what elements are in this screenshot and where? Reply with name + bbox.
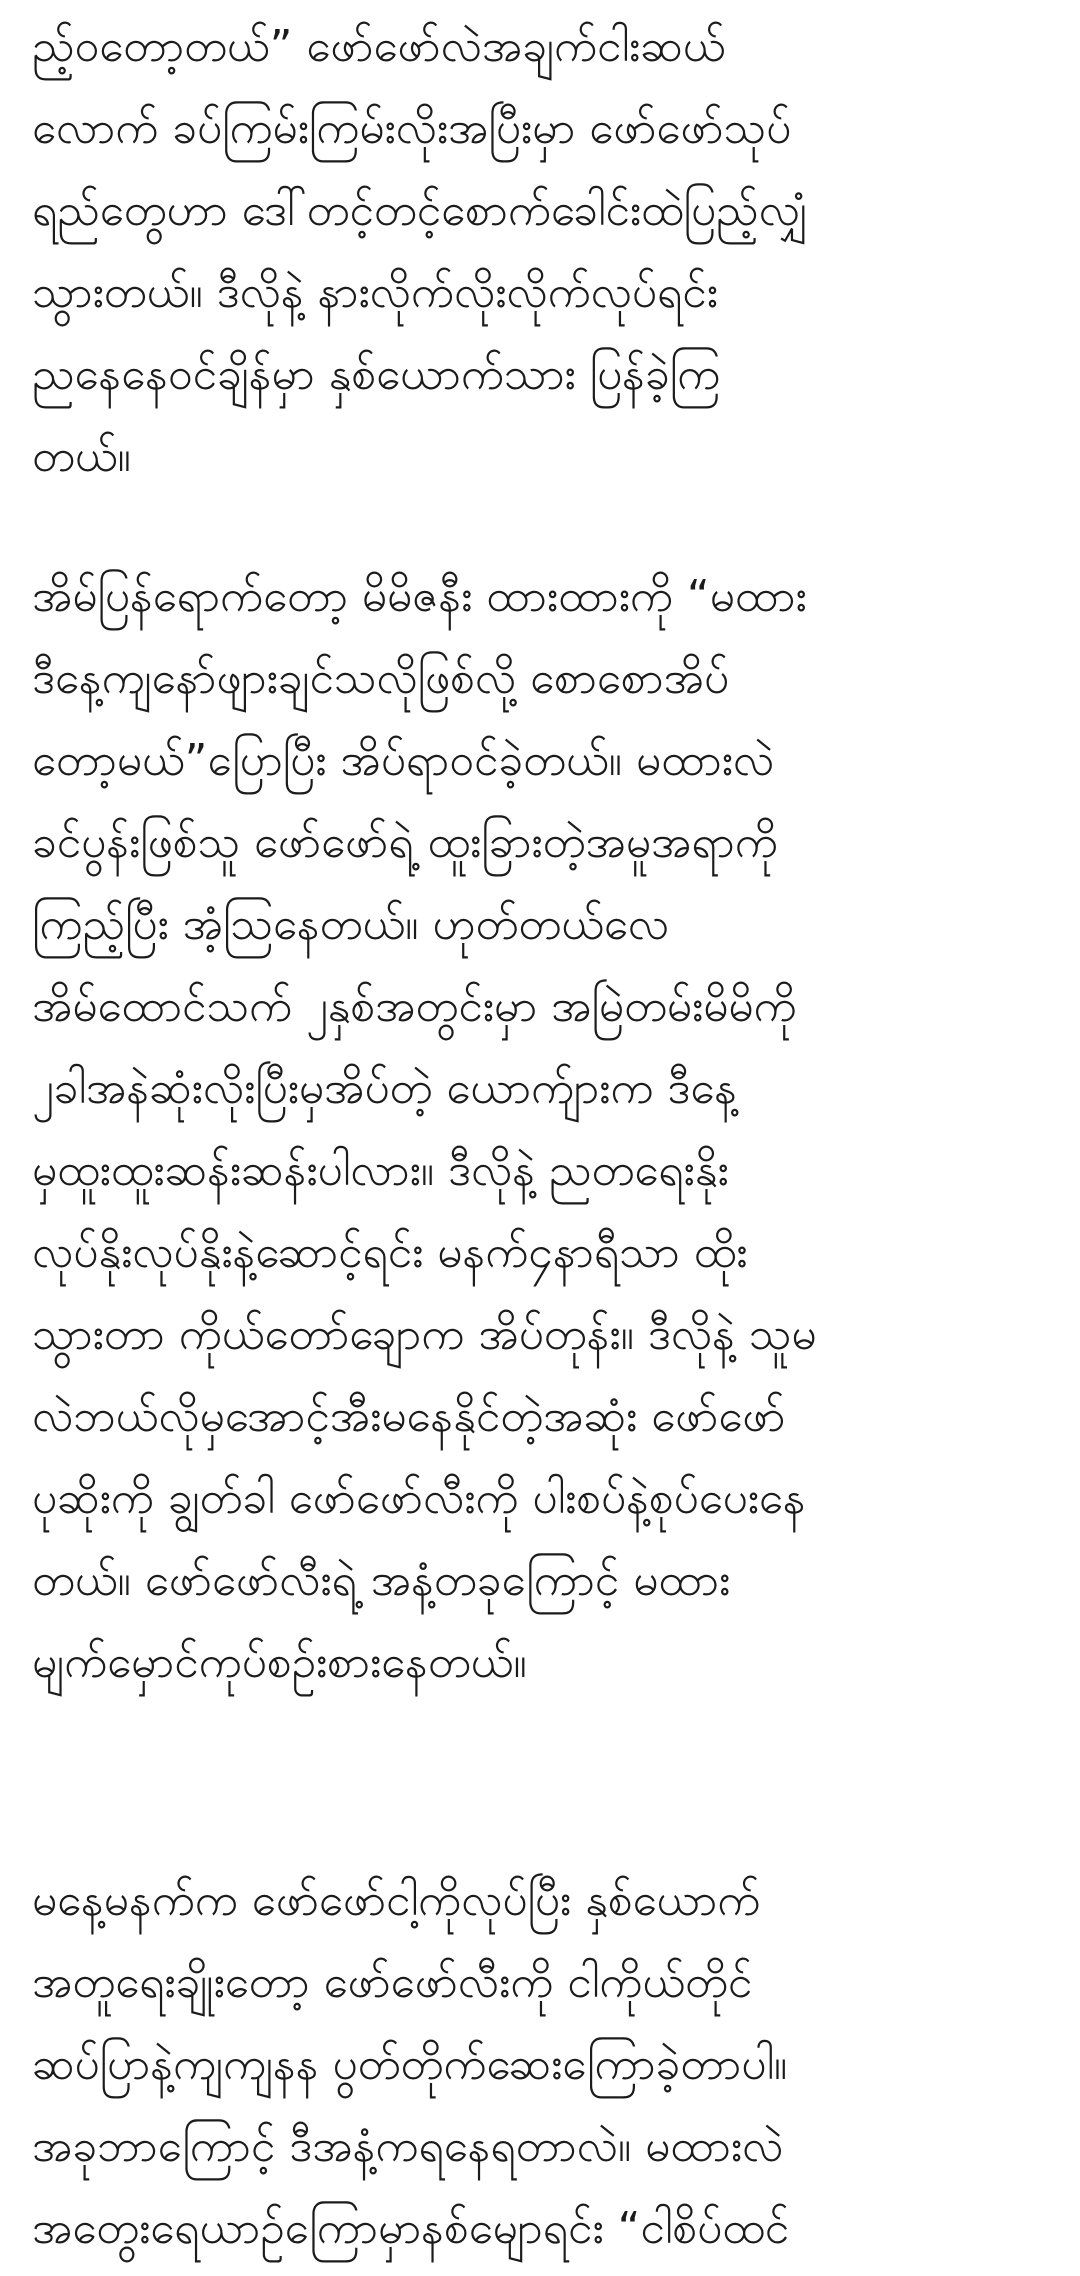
text-line: ဆပ်ပြာနဲ့ကျကျနန ပွတ်တိုက်ဆေးကြောခဲ့တာပါ။: [32, 2039, 788, 2090]
text-line: အတွေးရေယာဉ်ကြောမှာနစ်မျောရင်း “ငါစိပ်ထင်: [32, 2203, 790, 2254]
text-line: ၂ခါအနဲဆုံးလိုးပြီးမှအိပ်တဲ့ ယောက်ျားက ဒီနေ့: [32, 1063, 737, 1114]
text-line: သွားတယ်။ ဒီလိုနဲ့ နားလိုက်လိုးလိုက်လုပ်ရင်း: [32, 267, 718, 318]
text-line: အိမ်ပြန်ရောက်တော့ မိမိဇနီး ထားထားကို “မထား: [32, 571, 807, 622]
text-line: အတူရေးချိုးတော့ ဖော်ဖော်လီးကို ငါကိုယ်တိုင်: [32, 1957, 753, 2008]
text-line: မနေ့မနက်က ဖော်ဖော်ငါ့ကိုလုပ်ပြီး နှစ်ယောက်: [32, 1875, 761, 1926]
text-line: လုပ်နိုးလုပ်နိုးနဲ့ဆောင့်ရင်း မနက်၄နာရီသာ ထိုး: [32, 1227, 748, 1278]
text-line: ဒီနေ့ကျနော်ဖျားချင်သလိုဖြစ်လို့ စောစောအိပ်: [32, 653, 730, 704]
text-line: တော့မယ်”ပြောပြီး အိပ်ရာဝင်ခဲ့တယ်။ မထားလဲ: [32, 735, 775, 786]
text-line: မှထူးထူးဆန်းဆန်းပါလား။ ဒီလိုနဲ့ ညတရေးနိုး: [32, 1145, 729, 1196]
paragraph-1: [32, 6, 1052, 498]
text-line: ပုဆိုးကို ချွတ်ခါ ဖော်ဖော်လီးကို ပါးစပ်နဲ့စုပ်ပေးနေ: [32, 1473, 806, 1524]
text-line: မျက်မှောင်ကုပ်စဉ်းစားနေတယ်။: [32, 1637, 527, 1688]
text-line: အခုဘာကြောင့် ဒီအနံ့ကရနေရတာလဲ။ မထားလဲ: [32, 2121, 784, 2172]
text-line: ည့်ဝတော့တယ်” ဖော်ဖော်လဲအချက်ငါးဆယ်: [32, 21, 726, 72]
text-line: ရည်တွေဟာ ဒေါ်တင့်တင့်စောက်ခေါင်းထဲပြည့်လျှံ: [32, 185, 809, 236]
text-line: တယ်။: [32, 431, 131, 482]
text-line: ညနေနေဝင်ချိန်မှာ နှစ်ယောက်သား ပြန်ခဲ့ကြ: [32, 349, 721, 400]
text-line: အိမ်ထောင်သက် ၂နှစ်အတွင်းမှာ အမြဲတမ်းမိမိကို: [32, 981, 797, 1032]
text-line: သွားတာ ကိုယ်တော်ချောက အိပ်တုန်း။ ဒီလိုနဲ့ သူမ: [32, 1309, 817, 1360]
text-line: လောက် ခပ်ကြမ်းကြမ်းလိုးအပြီးမှာ ဖော်ဖော်သုပ်: [32, 103, 792, 154]
paragraph-2: [32, 556, 1052, 1704]
text-line: ခင်ပွန်းဖြစ်သူ ဖော်ဖော်ရဲ့ ထူးခြားတဲ့အမူအရာကို: [32, 817, 778, 868]
text-line: ကြည့်ပြီး အံ့သြနေတယ်။ ဟုတ်တယ်လေ: [32, 899, 670, 950]
text-line: တယ်။ ဖော်ဖော်လီးရဲ့ အနံ့တခုကြောင့် မထား: [32, 1555, 731, 1606]
text-line: လဲဘယ်လိုမှအောင့်အီးမနေနိုင်တဲ့အဆုံး ဖော်ဖော်: [32, 1391, 786, 1442]
paragraph-3: [32, 1860, 1052, 2270]
